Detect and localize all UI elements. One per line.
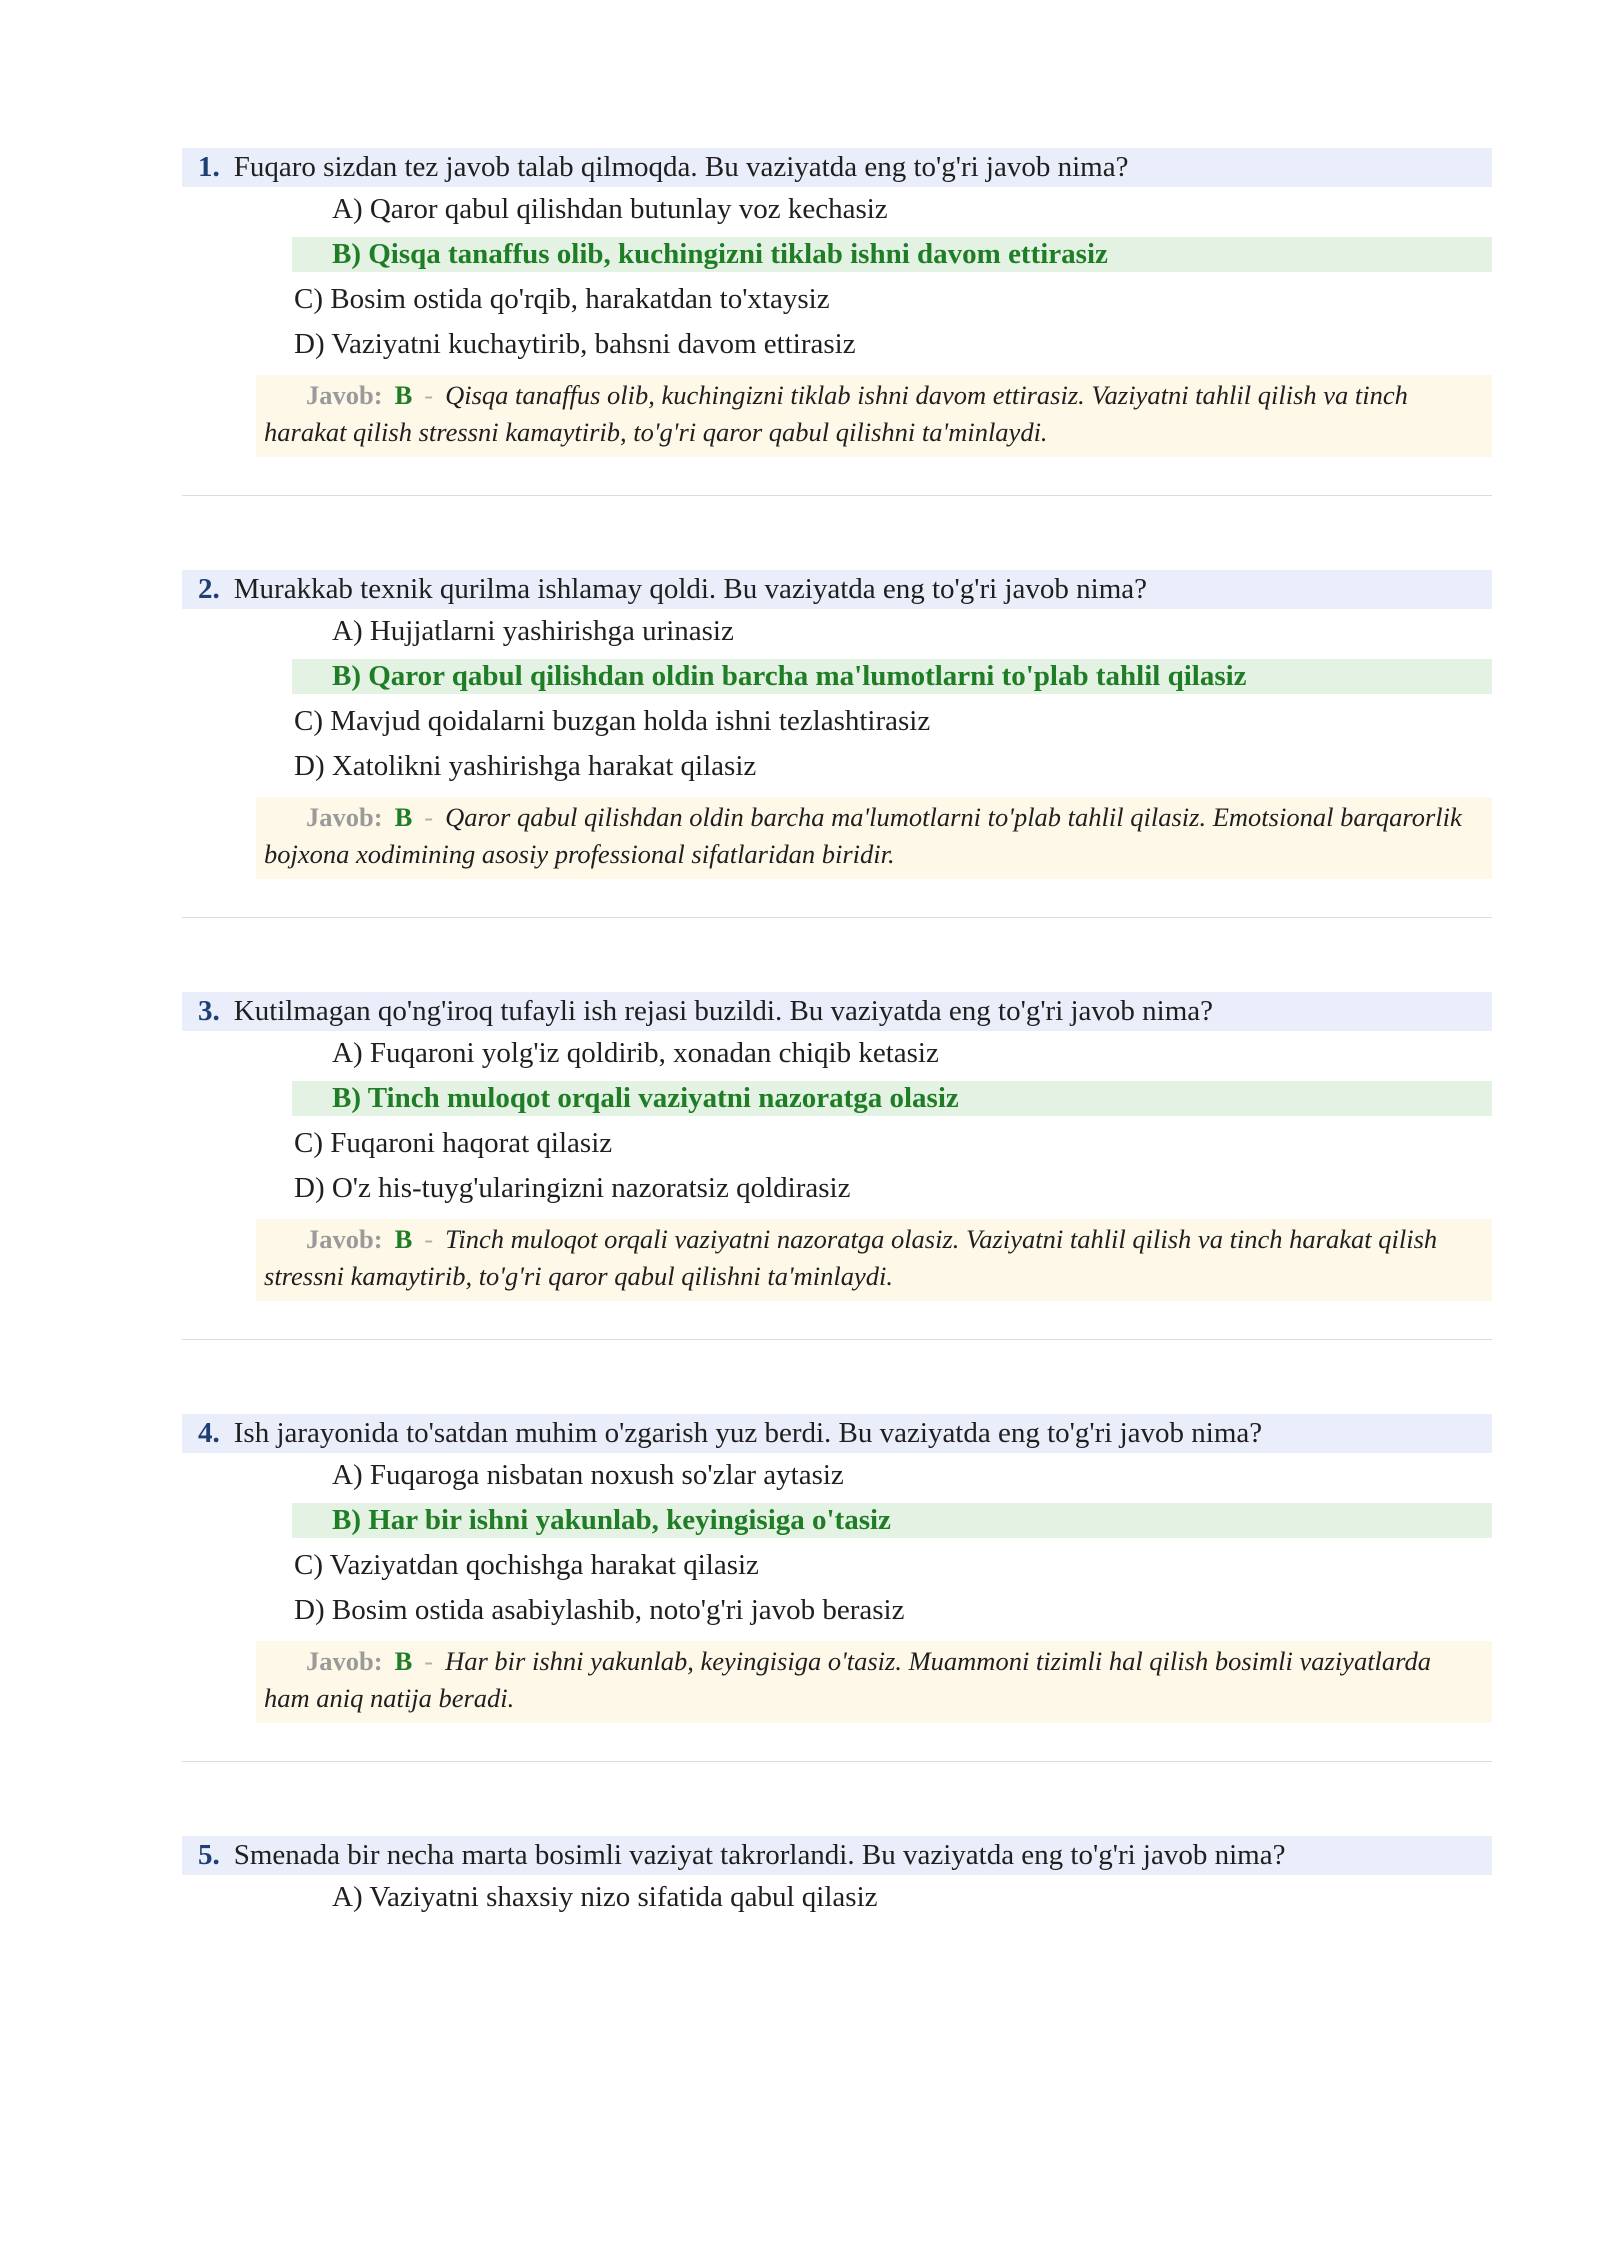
question-header bbox=[182, 148, 1492, 187]
question-number: 1. bbox=[198, 151, 220, 183]
answer-dash: - bbox=[424, 802, 434, 832]
question-header bbox=[182, 992, 1492, 1031]
question-text: Murakkab texnik qurilma ishlamay qoldi. Bu vaziyatda eng to'g'ri javob nima? bbox=[233, 573, 1148, 605]
question-text: Kutilmagan qo'ng'iroq tufayli ish rejasi buzildi. Bu vaziyatda eng to'g'ri javob nima? bbox=[233, 995, 1214, 1027]
answer-dash: - bbox=[424, 1224, 434, 1254]
section-divider bbox=[182, 495, 1492, 496]
answer-explanation: Har bir ishni yakunlab, keyingisiga o'tasiz. Muammoni tizimli hal qilish bosimli vaziyatlarda ham aniq natija beradi. bbox=[264, 1646, 1432, 1713]
correct-option: B) Har bir ishni yakunlab, keyingisiga o'tasiz bbox=[292, 1503, 1492, 1538]
correct-option: B) Qaror qabul qilishdan oldin barcha ma'lumotlarni to'plab tahlil qilasiz bbox=[292, 659, 1492, 694]
answer-option: A) Fuqaroga nisbatan noxush so'zlar aytasiz bbox=[332, 1459, 844, 1491]
answer-explanation: Qaror qabul qilishdan oldin barcha ma'lumotlarni to'plab tahlil qilasiz. Emotsional barqarorlik bojxona xodimining asosiy professional sifatlaridan biridir. bbox=[264, 802, 1462, 869]
answer-option: D) Xatolikni yashirishga harakat qilasiz bbox=[294, 750, 757, 782]
answer-box bbox=[256, 797, 1492, 879]
answer-box bbox=[256, 1641, 1492, 1723]
question-block bbox=[182, 148, 1492, 570]
section-divider bbox=[182, 1761, 1492, 1762]
question-number: 2. bbox=[198, 573, 220, 605]
answer-label: Javob: bbox=[306, 1224, 383, 1254]
answer-option: D) O'z his-tuyg'ularingizni nazoratsiz qoldirasiz bbox=[294, 1172, 851, 1204]
answer-option: C) Vaziyatdan qochishga harakat qilasiz bbox=[294, 1549, 759, 1581]
section-divider bbox=[182, 917, 1492, 918]
answer-option: A) Qaror qabul qilishdan butunlay voz kechasiz bbox=[332, 193, 888, 225]
question-list bbox=[182, 148, 1492, 2258]
answer-option: A) Hujjatlarni yashirishga urinasiz bbox=[332, 615, 734, 647]
answer-letter: B bbox=[394, 802, 413, 832]
answer-dash: - bbox=[424, 1646, 434, 1676]
answer-option: C) Bosim ostida qo'rqib, harakatdan to'xtaysiz bbox=[294, 283, 830, 315]
question-number: 3. bbox=[198, 995, 220, 1027]
answer-explanation: Qisqa tanaffus olib, kuchingizni tiklab ishni davom ettirasiz. Vaziyatni tahlil qilish va tinch harakat qilish stressni kamaytirib, to'g'ri qaror qabul qilishni ta'minlaydi. bbox=[264, 380, 1408, 447]
answer-option: D) Vaziyatni kuchaytirib, bahsni davom ettirasiz bbox=[294, 328, 856, 360]
answer-explanation: Tinch muloqot orqali vaziyatni nazoratga olasiz. Vaziyatni tahlil qilish va tinch harakat qilish stressni kamaytirib, to'g'ri qaror qabul qilishni ta'minlaydi. bbox=[264, 1224, 1438, 1291]
question-text: Fuqaro sizdan tez javob talab qilmoqda. Bu vaziyatda eng to'g'ri javob nima? bbox=[233, 151, 1129, 183]
question-block bbox=[182, 1836, 1492, 2258]
section-divider bbox=[182, 1339, 1492, 1340]
answer-box bbox=[256, 375, 1492, 457]
answer-option: A) Fuqaroni yolg'iz qoldirib, xonadan chiqib ketasiz bbox=[332, 1037, 939, 1069]
question-text: Ish jarayonida to'satdan muhim o'zgarish yuz berdi. Bu vaziyatda eng to'g'ri javob nima? bbox=[233, 1417, 1263, 1449]
answer-option: C) Fuqaroni haqorat qilasiz bbox=[294, 1127, 613, 1159]
correct-option: B) Tinch muloqot orqali vaziyatni nazoratga olasiz bbox=[292, 1081, 1492, 1116]
question-number: 4. bbox=[198, 1417, 220, 1449]
answer-label: Javob: bbox=[306, 380, 383, 410]
question-block bbox=[182, 570, 1492, 992]
question-header bbox=[182, 1414, 1492, 1453]
question-header bbox=[182, 1836, 1492, 1875]
question-number: 5. bbox=[198, 1839, 220, 1871]
answer-option: C) Mavjud qoidalarni buzgan holda ishni tezlashtirasiz bbox=[294, 705, 931, 737]
question-text: Smenada bir necha marta bosimli vaziyat takrorlandi. Bu vaziyatda eng to'g'ri javob nima? bbox=[233, 1839, 1286, 1871]
answer-letter: B bbox=[394, 1646, 413, 1676]
question-block bbox=[182, 1414, 1492, 1836]
question-block bbox=[182, 992, 1492, 1414]
answer-box bbox=[256, 1219, 1492, 1301]
answer-letter: B bbox=[394, 1224, 413, 1254]
correct-option: B) Qisqa tanaffus olib, kuchingizni tiklab ishni davom ettirasiz bbox=[292, 237, 1492, 272]
answer-letter: B bbox=[394, 380, 413, 410]
answer-label: Javob: bbox=[306, 1646, 383, 1676]
answer-option: A) Vaziyatni shaxsiy nizo sifatida qabul qilasiz bbox=[332, 1881, 878, 1913]
answer-label: Javob: bbox=[306, 802, 383, 832]
answer-option: D) Bosim ostida asabiylashib, noto'g'ri javob berasiz bbox=[294, 1594, 905, 1626]
answer-dash: - bbox=[424, 380, 434, 410]
question-header bbox=[182, 570, 1492, 609]
